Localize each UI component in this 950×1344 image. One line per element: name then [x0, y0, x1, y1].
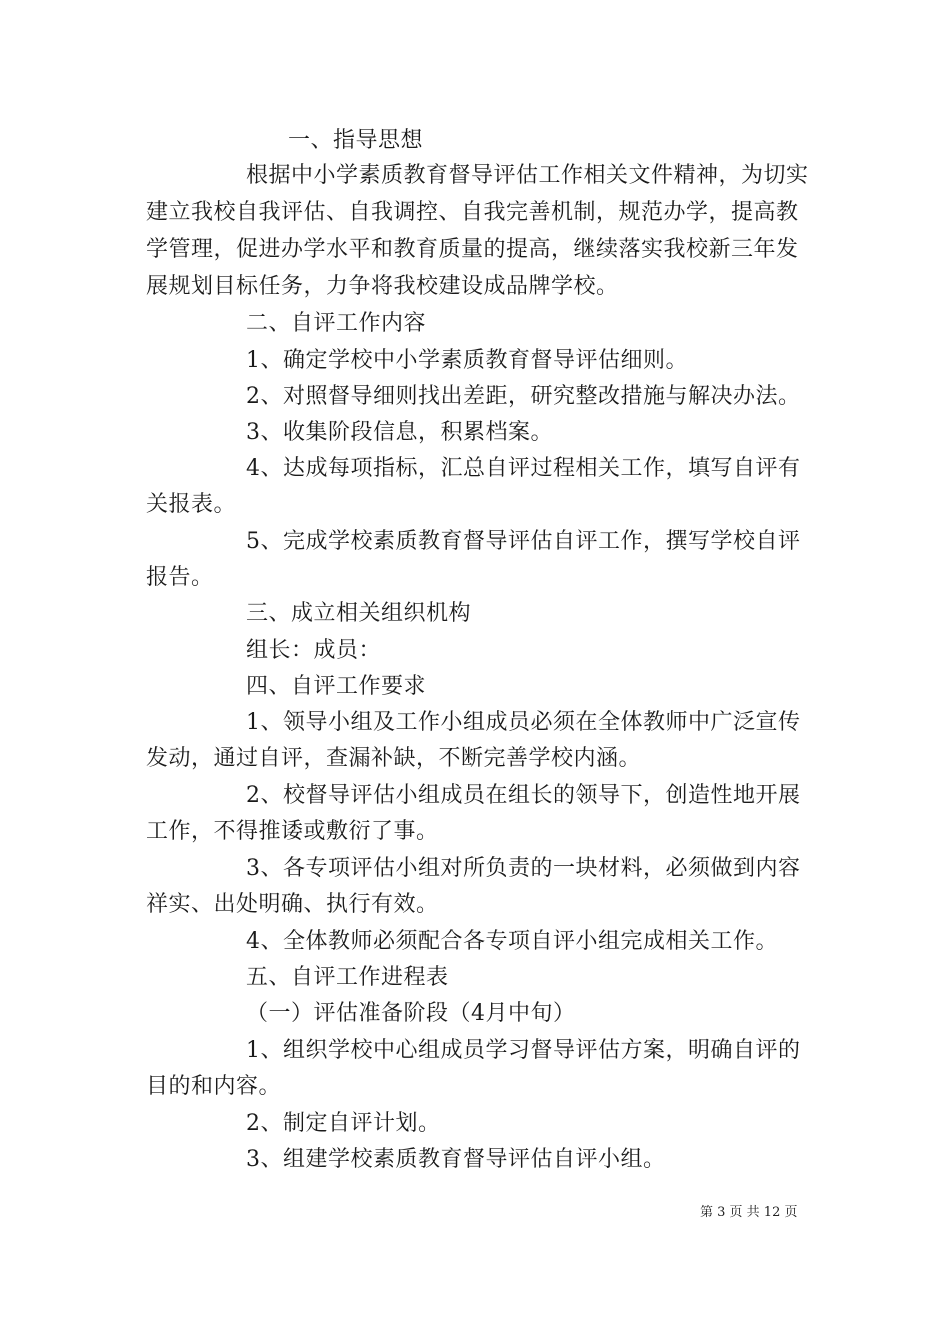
- list-item-continuation: 关报表。: [146, 492, 237, 517]
- paragraph-line: 组长：成员：: [246, 638, 382, 663]
- list-item: 2、对照督导细则找出差距，研究整改措施与解决办法。: [246, 384, 801, 409]
- heading-self-eval-content: 二、自评工作内容: [246, 311, 427, 336]
- list-item: 4、全体教师必须配合各专项自评小组完成相关工作。: [246, 929, 778, 954]
- list-item: 2、校督导评估小组成员在组长的领导下，创造性地开展: [246, 783, 801, 808]
- heading-organization: 三、成立相关组织机构: [246, 601, 472, 626]
- heading-schedule: 五、自评工作进程表: [246, 965, 449, 990]
- heading-requirements: 四、自评工作要求: [246, 674, 427, 699]
- list-item: 1、领导小组及工作小组成员必须在全体教师中广泛宣传: [246, 710, 801, 735]
- heading-guiding-thought: 一、指导思想: [288, 128, 424, 153]
- list-item: 4、达成每项指标，汇总自评过程相关工作，填写自评有: [246, 456, 801, 481]
- paragraph-line: 根据中小学素质教育督导评估工作相关文件精神，为切实: [246, 163, 809, 188]
- list-item-continuation: 发动，通过自评，查漏补缺，不断完善学校内涵。: [146, 746, 642, 771]
- subheading-preparation: （一）评估准备阶段（4月中旬）: [246, 1001, 576, 1026]
- page-number-footer: 第 3 页 共 12 页: [700, 1205, 798, 1220]
- paragraph-line: 展规划目标任务，力争将我校建设成品牌学校。: [146, 274, 619, 299]
- list-item-continuation: 报告。: [146, 565, 214, 590]
- paragraph-line: 建立我校自我评估、自我调控、自我完善机制，规范办学，提高教: [146, 200, 799, 225]
- list-item-continuation: 祥实、出处明确、执行有效。: [146, 892, 439, 917]
- list-item: 3、组建学校素质教育督导评估自评小组。: [246, 1147, 666, 1172]
- list-item: 2、制定自评计划。: [246, 1111, 441, 1136]
- paragraph-line: 学管理，促进办学水平和教育质量的提高，继续落实我校新三年发: [146, 237, 799, 262]
- list-item: 1、组织学校中心组成员学习督导评估方案，明确自评的: [246, 1038, 801, 1063]
- list-item-continuation: 工作，不得推诿或敷衍了事。: [146, 819, 439, 844]
- list-item-continuation: 目的和内容。: [146, 1074, 282, 1099]
- list-item: 1、确定学校中小学素质教育督导评估细则。: [246, 348, 688, 373]
- list-item: 3、收集阶段信息，积累档案。: [246, 420, 553, 445]
- list-item: 3、各专项评估小组对所负责的一块材料，必须做到内容: [246, 856, 801, 881]
- list-item: 5、完成学校素质教育督导评估自评工作，撰写学校自评: [246, 529, 801, 554]
